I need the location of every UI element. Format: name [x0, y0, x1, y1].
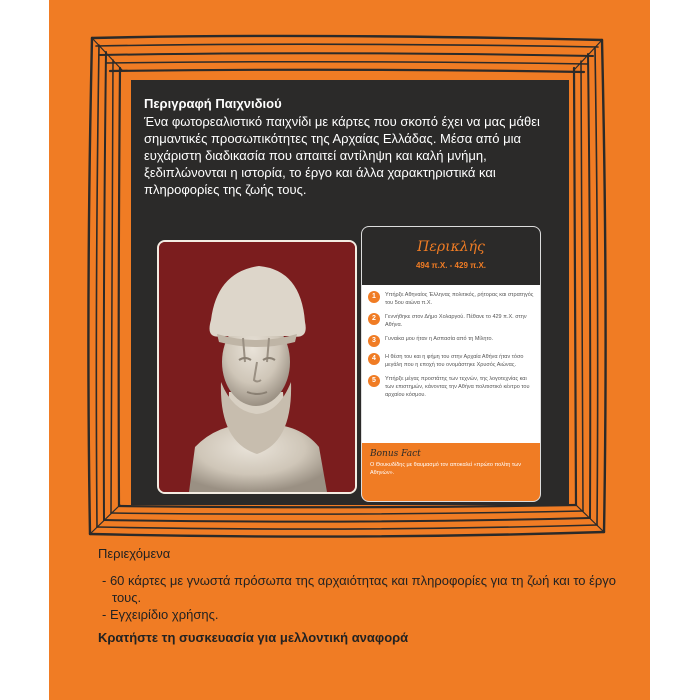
fact-text: Υπήρξε μέγας προστάτης των τεχνών, της λογοτεχνίας και των επιστημών, κάνοντας την Αθήνα πολιτιστικό κέντρο του αρχαίου κόσμου. [385, 376, 530, 398]
fact-number-badge: 4 [368, 353, 380, 365]
contents-title: Περιεχόμενα [98, 546, 171, 561]
pericles-info-card [361, 226, 541, 502]
fact-number-badge: 3 [368, 335, 380, 347]
fact-number-badge: 1 [368, 291, 380, 303]
card-header [362, 227, 540, 285]
pericles-bust-card [157, 240, 357, 494]
fact-row [368, 291, 534, 307]
fact-row [368, 313, 534, 329]
fact-number-badge: 5 [368, 375, 380, 387]
contents-list [98, 572, 618, 623]
contents-item: - Εγχειρίδιο χρήσης. [102, 607, 219, 622]
description-title: Περιγραφή Παιχνιδιού [144, 96, 282, 111]
description-text: Ένα φωτορεαλιστικό παιχνίδι με κάρτες που σκοπό έχει να μας μάθει σημαντικές προσωπικότητες της Αρχαίας Ελλάδας. Μέσα από μια ευχάριστη διαδικασία που απαιτεί αντίληψη και καλή μνήμη, ξεδιπλώνονται η ιστορία, το έργο και άλλα χαρακτηριστικά και πληροφορίες της ζωής τους. [144, 114, 540, 197]
fact-row [368, 375, 534, 399]
fact-text: Γυναίκα μου ήταν η Ασπασία από τη Μίλητο. [385, 336, 494, 342]
fact-row [368, 335, 534, 347]
fact-text: Γεννήθηκε στον Δήμο Χολαργού. Πέθανε το 429 π.Χ. στην Αθήνα. [385, 314, 527, 328]
card-facts [362, 285, 540, 399]
card-dates: 494 π.Χ. - 429 π.Χ. [415, 261, 487, 270]
contents-item: - 60 κάρτες με γνωστά πρόσωπα της αρχαιότητας και πληροφορίες για τη ζωή και το έργο τους. [102, 573, 617, 605]
fact-row [368, 353, 534, 369]
fact-text: Υπήρξε Αθηναίος Έλληνας πολιτικός, ρήτορας και στρατηγός του 5ου αιώνα π.Χ. [385, 292, 534, 306]
bonus-fact-section [362, 443, 540, 501]
keep-packaging-note: Κρατήστε τη συσκευασία για μελλοντική αναφορά [98, 630, 409, 645]
fact-number-badge: 2 [368, 313, 380, 325]
bonus-fact-text: Ο Θουκυδίδης με θαυμασμό τον αποκαλεί «πρώτο πολίτη των Αθηνών». [370, 462, 522, 476]
fact-text: Η θέση του και η φήμη του στην Αρχαία Αθήνα ήταν τόσο μεγάλη που η εποχή του ονομάστηκε Χρυσός Αιώνας. [385, 354, 524, 368]
card-name: Περικλής [417, 239, 485, 255]
pericles-bust-image [159, 242, 355, 492]
bonus-fact-title: Bonus Fact [370, 449, 421, 459]
